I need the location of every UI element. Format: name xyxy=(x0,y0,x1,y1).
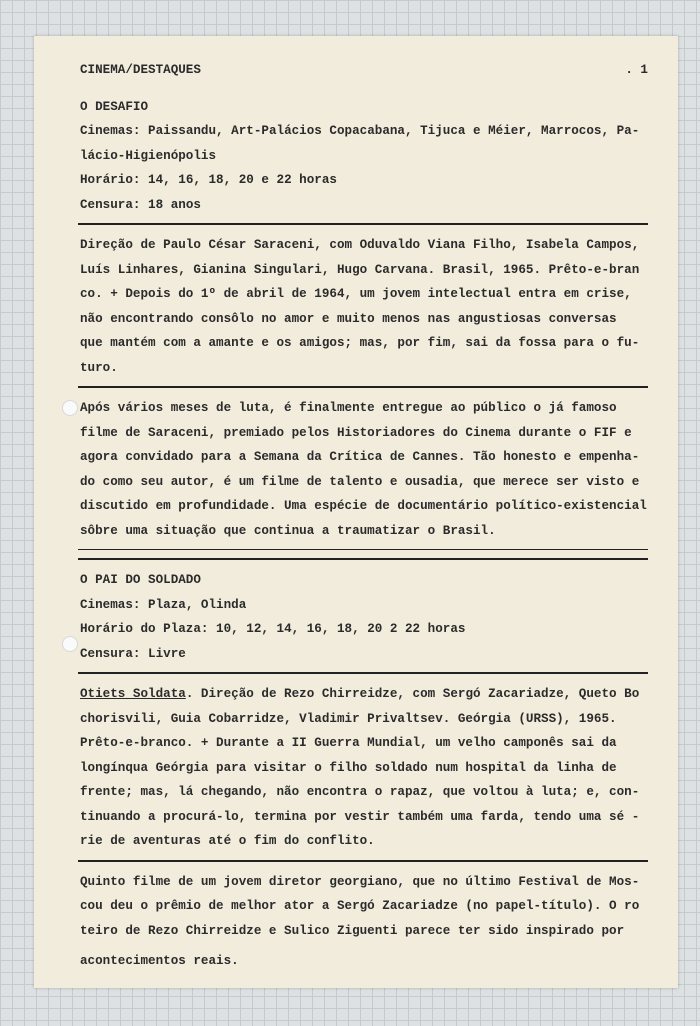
film-info-line: Cinemas: Plaza, Olinda xyxy=(80,597,247,612)
film-info-line: Horário do Plaza: 10, 12, 14, 16, 18, 20 2 22 horas xyxy=(80,622,466,636)
film-synopsis xyxy=(80,682,648,854)
page-number: . 1 xyxy=(625,63,648,77)
review-line: Após vários meses de luta, é finalmente entregue ao público o já famoso xyxy=(80,401,617,415)
page-header xyxy=(80,58,648,83)
review-line: Quinto filme de um jovem diretor georgiano, que no último Festival de Mos- xyxy=(80,874,640,889)
film-review xyxy=(80,396,648,543)
review-line: teiro de Rezo Chirreidze e Sulico Ziguenti parece ter sido inspirado por xyxy=(80,923,625,938)
film-info-line: lácio-Higienópolis xyxy=(80,148,217,163)
synopsis-line: não encontrando consôlo no amor e muito menos nas angustiosas conversas xyxy=(80,311,617,326)
review-line: discutido em profundidade. Uma espécie de documentário político-existencial xyxy=(80,499,647,513)
review-line: acontecimentos reais. xyxy=(80,954,239,968)
synopsis-line: Luís Linhares, Gianina Singulari, Hugo Carvana. Brasil, 1965. Prêto-e-bran xyxy=(80,262,640,277)
film-info-line: Cinemas: Paissandu, Art-Palácios Copacabana, Tijuca e Méier, Marrocos, Pa- xyxy=(80,124,640,138)
synopsis-line: Otiets Soldata. Direção de Rezo Chirreidze, com Sergó Zacariadze, Queto Bo xyxy=(80,687,640,701)
review-line: do como seu autor, é um filme de talento e ousadia, que merece ser visto e xyxy=(80,474,640,489)
divider-rule xyxy=(78,860,648,862)
review-line: cou deu o prêmio de melhor ator a Sergó Zacariadze (no papel-título). O ro xyxy=(80,899,640,913)
synopsis-line: que mantém com a amante e os amigos; mas, por fim, sai da fossa para o fu- xyxy=(80,336,640,350)
synopsis-line: turo. xyxy=(80,360,118,375)
section-title: CINEMA/DESTAQUES xyxy=(80,63,201,77)
punch-hole xyxy=(62,636,78,652)
film-title: O PAI DO SOLDADO xyxy=(80,573,201,587)
film-info-line: Censura: 18 anos xyxy=(80,197,201,212)
synopsis-line: chorisvili, Guia Cobarridze, Vladimir Privaltsev. Geórgia (URSS), 1965. xyxy=(80,711,617,726)
film-info-line: Censura: Livre xyxy=(80,646,186,661)
film-review xyxy=(80,870,648,974)
synopsis-line: tinuando a procurá-lo, termina por vestir também uma farda, tendo uma sé - xyxy=(80,809,640,824)
punch-hole xyxy=(62,400,78,416)
divider-rule xyxy=(78,558,648,560)
film-info-line: Horário: 14, 16, 18, 20 e 22 horas xyxy=(80,173,337,187)
synopsis-line: frente; mas, lá chegando, não encontra o rapaz, que voltou à luta; e, con- xyxy=(80,785,640,799)
synopsis-line: Direção de Paulo César Saraceni, com Oduvaldo Viana Filho, Isabela Campos, xyxy=(80,238,640,252)
synopsis-line: co. + Depois do 1º de abril de 1964, um jovem intelectual entra em crise, xyxy=(80,287,632,301)
divider-rule xyxy=(78,549,648,550)
synopsis-line: longínqua Geórgia para visitar o filho soldado num hospital da linha de xyxy=(80,760,617,775)
film-synopsis xyxy=(80,233,648,380)
review-line: sôbre uma situação que continua a traumatizar o Brasil. xyxy=(80,523,496,538)
divider-rule xyxy=(78,223,648,225)
film-title: O DESAFIO xyxy=(80,99,149,114)
typewritten-page xyxy=(34,36,678,988)
original-title: Otiets Soldata xyxy=(80,687,186,701)
synopsis-line: rie de aventuras até o fim do conflito. xyxy=(80,834,375,848)
synopsis-line: Prêto-e-branco. + Durante a II Guerra Mundial, um velho camponês sai da xyxy=(80,736,617,750)
review-line: agora convidado para a Semana da Crítica de Cannes. Tão honesto e empenha- xyxy=(80,450,640,464)
divider-rule xyxy=(78,386,648,388)
page-text xyxy=(80,58,648,974)
divider-rule xyxy=(78,672,648,674)
review-line: filme de Saraceni, premiado pelos Historiadores do Cinema durante o FIF e xyxy=(80,425,632,440)
